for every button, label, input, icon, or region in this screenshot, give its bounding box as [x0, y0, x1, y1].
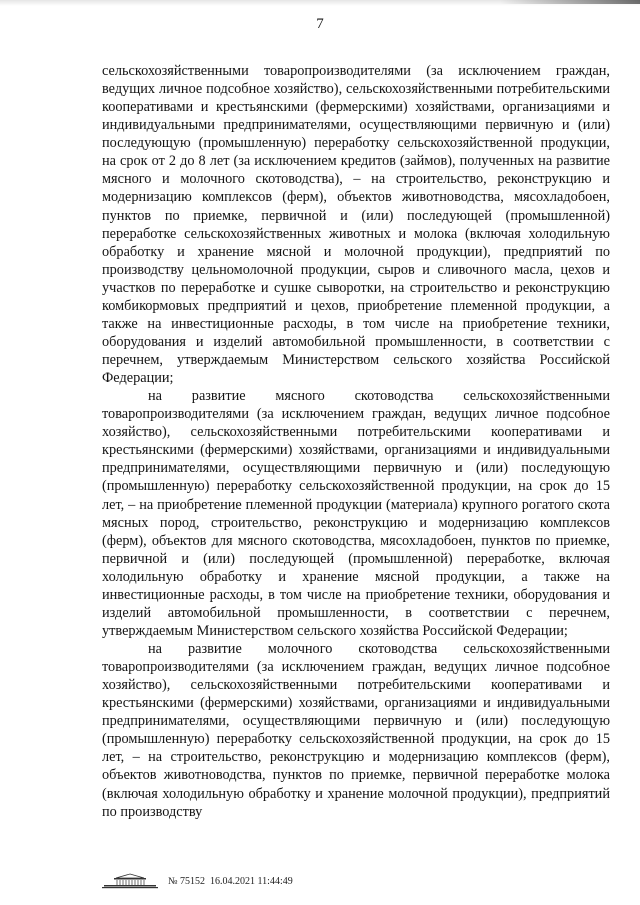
- document-footer: [100, 872, 293, 890]
- government-building-icon: [100, 873, 160, 889]
- page-number: 7: [316, 16, 324, 32]
- paragraph-continued: сельскохозяйственными товаропроизводителями (за исключением граждан, ведущих личное подсобное хозяйство), сельскохозяйственными потребительскими кооперативами и крестьянскими (фермерскими) хозяйствами, организациями и индивидуальными предпринимателями, осуществляющими первичную и (или) последующую (промышленную) переработку сельскохозяйственной продукции, на срок от 2 до 8 лет (за исключением кредитов (займов), полученных на развитие мясного и молочного скотоводства), – на строительство, реконструкцию и модернизацию комплексов (ферм), объектов животноводства, мясохладобоен, пунктов по приемке, первичной и (или) последующей (промышленной) переработке сельскохозяйственных животных и молока (включая холодильную обработку и хранение мясной и молочной продукции), предприятий по производству цельномолочной продукции, сыров и сливочного масла, цехов и участков по переработке и сушке сыворотки, на строительство и реконструкцию комбикормовых предприятий и цехов, приобретение племенной продукции, а также на инвестиционные расходы, в том числе на приобретение техники, оборудования и изделий автомобильной промышленности, в соответствии с перечнем, утверждаемым Министерством сельского хозяйства Российской Федерации;: [102, 63, 610, 387]
- paragraph-meat-cattle: на развитие мясного скотоводства сельскохозяйственными товаропроизводителями (за исключением граждан, ведущих личное подсобное хозяйство), сельскохозяйственными потребительскими кооперативами и крестьянскими (фермерскими) хозяйствами, организациями и индивидуальными предпринимателями, осуществляющими первичную и (или) последующую (промышленную) переработку сельскохозяйственной продукции, на срок до 15 лет, – на приобретение племенной продукции (материала) крупного рогатого скота мясных пород, строительство, реконструкцию и модернизацию комплексов (ферм), объектов для мясного скотоводства, мясохладобоен, пунктов по приемке, первичной и (или) последующей (промышленной) переработке, включая холодильную обработку и хранение мясной продукции, а также на инвестиционные расходы, в том числе на приобретение техники, оборудования и изделий автомобильной промышленности, в соответствии с перечнем, утверждаемым Министерством сельского хозяйства Российской Федерации;: [102, 388, 610, 639]
- document-registration-code: № 75152 16.04.2021 11:44:49: [168, 875, 293, 887]
- scan-corner-shadow: [500, 0, 640, 4]
- document-body: [102, 62, 610, 821]
- paragraph-dairy-cattle: на развитие молочного скотоводства сельскохозяйственными товаропроизводителями (за исключением граждан, ведущих личное подсобное хозяйство), сельскохозяйственными потребительскими кооперативами и крестьянскими (фермерскими) хозяйствами, организациями и индивидуальными предпринимателями, осуществляющими первичную и (или) последующую (промышленную) переработку сельскохозяйственной продукции, на срок до 15 лет, – на строительство, реконструкцию и модернизацию комплексов (ферм), объектов животноводства, пунктов по приемке, первичной переработке молока (включая холодильную обработку и хранение молочной продукции), предприятий по производству: [102, 641, 610, 820]
